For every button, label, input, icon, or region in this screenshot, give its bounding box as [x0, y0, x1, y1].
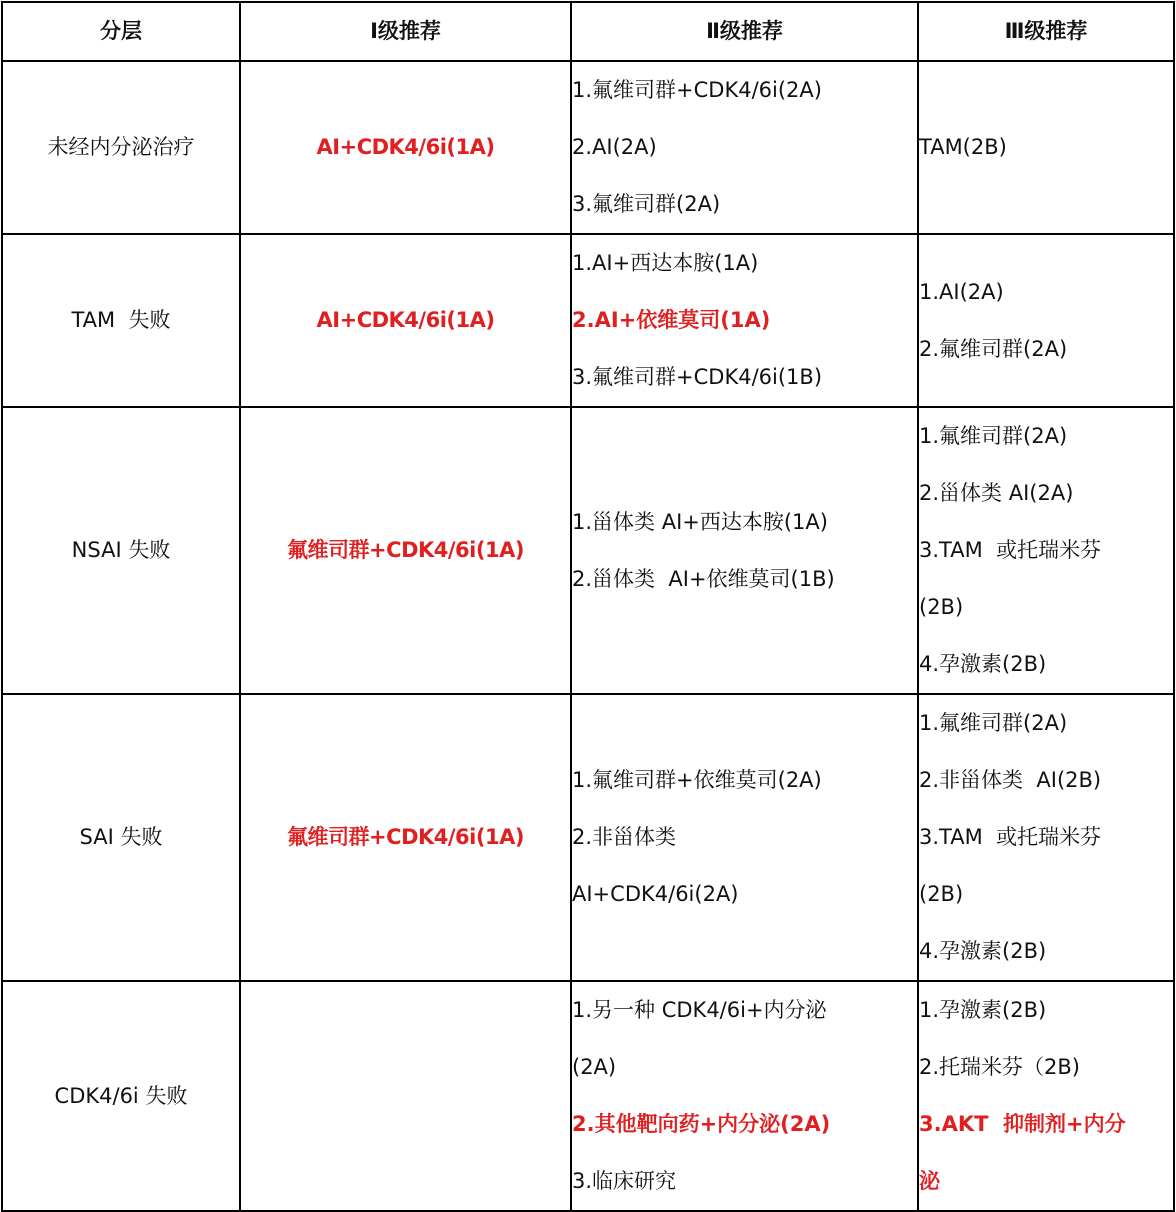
- level2-item: 2.非甾体类: [572, 825, 677, 849]
- header-layer: 分层: [2, 2, 240, 61]
- table-row: [2, 694, 1174, 981]
- level2-item: AI+CDK4/6i(2A): [572, 882, 739, 906]
- level2-item: 1.氟维司群+CDK4/6i(2A): [572, 78, 822, 102]
- table-row: [2, 234, 1174, 407]
- level2-cell: [571, 981, 918, 1211]
- level3-item: (2B): [919, 882, 964, 906]
- level2-cell: [571, 407, 918, 694]
- level2-item: 1.另一种 CDK4/6i+内分泌: [572, 998, 827, 1022]
- level3-item: (2B): [919, 595, 964, 619]
- level2-item-highlighted: 2.AI+依维莫司(1A): [572, 308, 771, 332]
- level2-item-highlighted: 2.其他靶向药+内分泌(2A): [572, 1112, 831, 1136]
- level2-item: 3.临床研究: [572, 1169, 677, 1193]
- level3-cell: [918, 234, 1174, 407]
- layer-cell: TAM 失败: [2, 234, 240, 407]
- level2-cell: [571, 694, 918, 981]
- level3-item: 1.孕激素(2B): [919, 998, 1047, 1022]
- level2-item: 1.甾体类 AI+西达本胺(1A): [572, 509, 828, 534]
- level3-item: 1.氟维司群(2A): [919, 424, 1068, 448]
- header-row: [2, 2, 1174, 61]
- level2-item: (2A): [572, 1055, 617, 1079]
- level2-cell: [571, 234, 918, 407]
- level3-item: 2.氟维司群(2A): [919, 336, 1068, 361]
- level1-cell: 氟维司群+CDK4/6i(1A): [240, 407, 571, 694]
- level3-item: 2.甾体类 AI(2A): [919, 481, 1074, 505]
- level2-item: 2.甾体类 AI+依维莫司(1B): [572, 566, 835, 591]
- level3-item: 2.非甾体类 AI(2B): [919, 768, 1102, 792]
- level2-item: 3.氟维司群+CDK4/6i(1B): [572, 365, 823, 389]
- level3-item: 1.AI(2A): [919, 279, 1004, 304]
- header-level1: Ⅰ级推荐: [240, 2, 571, 61]
- level2-item: 2.AI(2A): [572, 135, 657, 159]
- table-row: [2, 981, 1174, 1211]
- level3-cell: [918, 407, 1174, 694]
- level2-item: 1.氟维司群+依维莫司(2A): [572, 768, 822, 792]
- level3-item: 4.孕激素(2B): [919, 939, 1047, 963]
- table-row: [2, 407, 1174, 694]
- level3-item: 3.TAM 或托瑞米芬: [919, 825, 1102, 849]
- level3-cell: [918, 694, 1174, 981]
- level1-cell: 氟维司群+CDK4/6i(1A): [240, 694, 571, 981]
- layer-cell: CDK4/6i 失败: [2, 981, 240, 1211]
- level3-item: TAM(2B): [919, 135, 1007, 159]
- layer-cell: SAI 失败: [2, 694, 240, 981]
- level3-item: 3.TAM 或托瑞米芬: [919, 538, 1102, 562]
- level1-cell: AI+CDK4/6i(1A): [240, 61, 571, 234]
- level2-cell: [571, 61, 918, 234]
- level3-item-highlighted: 泌: [919, 1169, 940, 1193]
- level3-cell: [918, 981, 1174, 1211]
- layer-cell: 未经内分泌治疗: [2, 61, 240, 234]
- level2-item: 1.AI+西达本胺(1A): [572, 251, 759, 275]
- level3-cell: [918, 61, 1174, 234]
- level1-cell: AI+CDK4/6i(1A): [240, 234, 571, 407]
- table-row: [2, 61, 1174, 234]
- level1-cell: [240, 981, 571, 1211]
- layer-cell: NSAI 失败: [2, 407, 240, 694]
- treatment-recommendation-table: [1, 1, 1175, 1212]
- header-level3: Ⅲ级推荐: [918, 2, 1174, 61]
- level3-item-highlighted: 3.AKT 抑制剂+内分: [919, 1112, 1126, 1136]
- level3-item: 1.氟维司群(2A): [919, 711, 1068, 735]
- level2-item: 3.氟维司群(2A): [572, 192, 721, 216]
- level3-item: 2.托瑞米芬（2B): [919, 1055, 1080, 1079]
- header-level2: Ⅱ级推荐: [571, 2, 918, 61]
- level3-item: 4.孕激素(2B): [919, 652, 1047, 676]
